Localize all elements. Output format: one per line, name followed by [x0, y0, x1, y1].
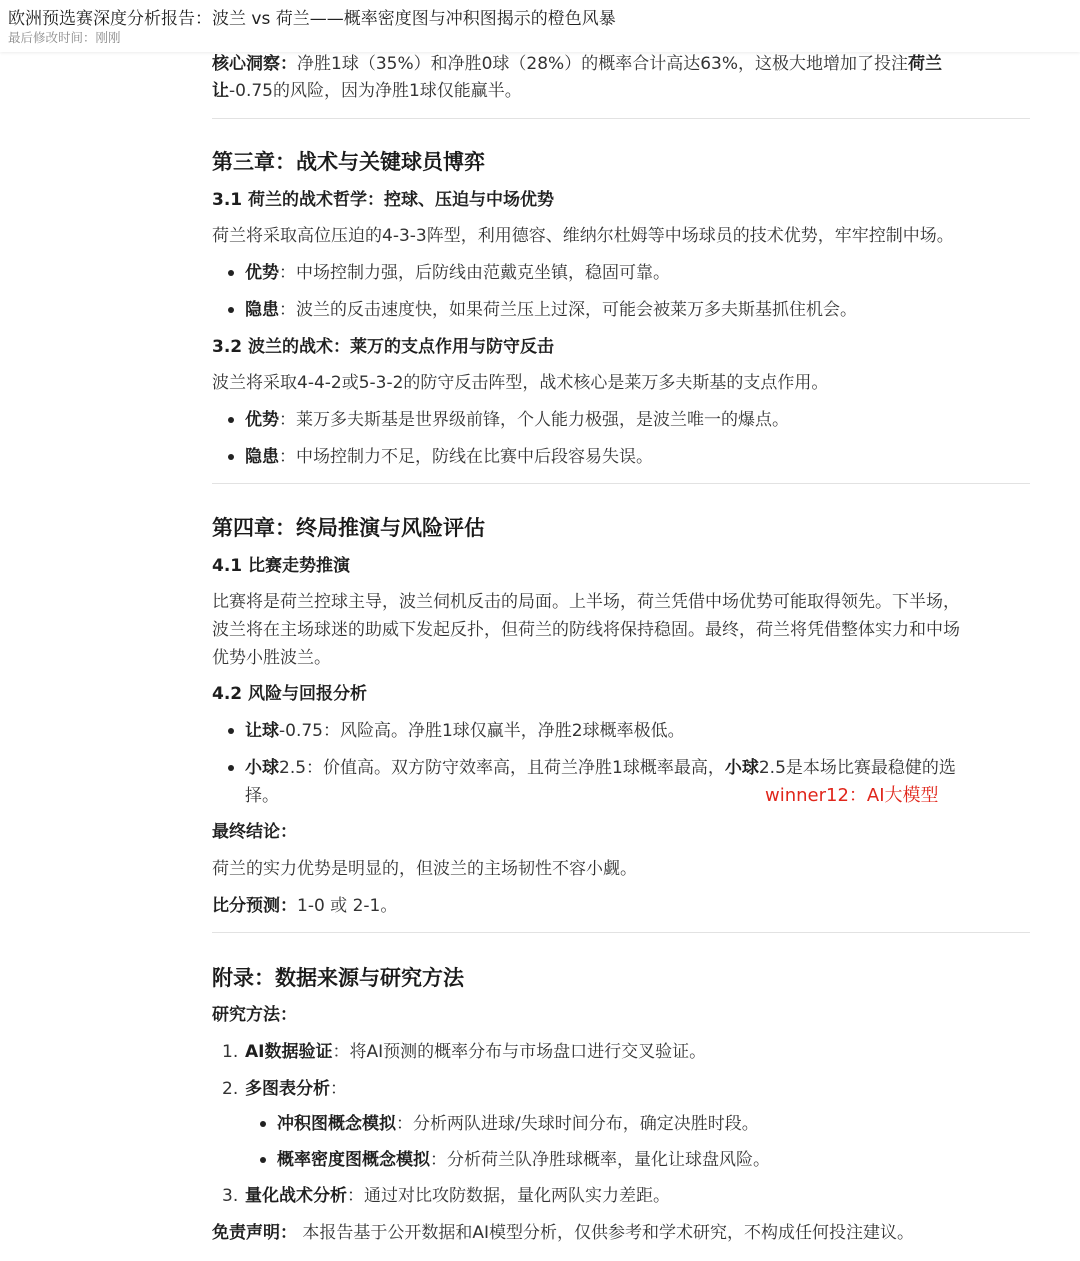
list-number: 3.: [222, 1186, 239, 1206]
list-label: 量化战术分析: [245, 1186, 347, 1206]
chapter3-heading: 第三章：战术与关键球员博弈: [212, 150, 485, 174]
disclaimer-text: 本报告基于公开数据和AI模型分析，仅供参考和学术研究，不构成任何投注建议。: [297, 1223, 915, 1243]
bullet-text: 2.5：价值高。双方防守效率高，且荷兰净胜1球概率最高，: [279, 758, 725, 778]
method-label: 研究方法：: [212, 1005, 297, 1025]
final-conclusion-label: 最终结论：: [212, 822, 297, 842]
bullet-dot: [228, 270, 234, 276]
bullet-text: ：中场控制力强，后防线由范戴克坐镇，稳固可靠。: [279, 263, 670, 283]
bullet-label: 隐患: [245, 447, 279, 467]
disclaimer-label: 免责声明：: [212, 1223, 297, 1243]
bullet-label: 冲积图概念模拟: [277, 1114, 396, 1134]
insight-bold-tail: 荷兰: [908, 54, 942, 74]
appendix-heading: 附录：数据来源与研究方法: [212, 966, 464, 990]
document-title: 欧洲预选赛深度分析报告：波兰 vs 荷兰——概率密度图与冲积图揭示的橙色风暴: [8, 9, 616, 29]
section-4-1-heading: 4.1 比赛走势推演: [212, 556, 351, 576]
bullet-dot: [228, 728, 234, 734]
bullet-label: 小球: [245, 758, 279, 778]
bullet-text: ：波兰的反击速度快，如果荷兰压上过深，可能会被莱万多夫斯基抓住机会。: [279, 300, 857, 320]
bullet-text: -0.75：风险高。净胜1球仅赢半，净胜2球概率极低。: [279, 721, 685, 741]
list-number: 1.: [222, 1042, 239, 1062]
section-4-1-line-3: 优势小胜波兰。: [212, 648, 331, 668]
insight-label: 核心洞察：: [212, 54, 297, 74]
section-3-1-heading: 3.1 荷兰的战术哲学：控球、压迫与中场优势: [212, 190, 555, 210]
score-prediction: [212, 892, 397, 920]
disclaimer: [212, 1219, 914, 1247]
section-3-1-text: 荷兰将采取高位压迫的4-3-3阵型，利用德容、维纳尔杜姆等中场球员的技术优势，牢牢控制中场。: [212, 226, 954, 246]
bullet-dot: [228, 307, 234, 313]
last-modified-text: 最后修改时间：刚刚: [8, 30, 121, 45]
bullet-text-tail: 2.5是本场比赛最稳健的选: [758, 758, 956, 778]
insight-text-2: -0.75的风险，因为净胜1球仅能赢半。: [229, 81, 522, 101]
bullet-label: 优势: [245, 410, 279, 430]
section-4-1-line-2: 波兰将在主场球迷的助威下发起反扑，但荷兰的防线将保持稳固。最终，荷兰将凭借整体实力和中场: [212, 620, 960, 640]
list-text: ：将AI预测的概率分布与市场盘口进行交叉验证。: [332, 1042, 707, 1062]
divider: [212, 118, 1030, 119]
list-text: ：通过对比攻防数据，量化两队实力差距。: [347, 1186, 670, 1206]
bullet-dot: [228, 454, 234, 460]
bullet-bold-inline: 小球: [724, 758, 759, 778]
bullet-label: 概率密度图概念模拟: [277, 1150, 430, 1170]
bullet-dot: [260, 1157, 266, 1163]
bullet-dot: [228, 765, 234, 771]
list-number: 2.: [222, 1079, 239, 1099]
score-label: 比分预测：: [212, 896, 297, 916]
insight-bold-start: 让: [212, 81, 229, 101]
bullet-text: ：中场控制力不足，防线在比赛中后段容易失误。: [279, 447, 653, 467]
bullet-text: ：莱万多夫斯基是世界级前锋，个人能力极强，是波兰唯一的爆点。: [279, 410, 789, 430]
bullet-dot: [228, 417, 234, 423]
divider: [212, 483, 1030, 484]
section-3-2-heading: 3.2 波兰的战术：莱万的支点作用与防守反击: [212, 337, 555, 357]
section-3-2-text: 波兰将采取4-4-2或5-3-2的防守反击阵型，战术核心是莱万多夫斯基的支点作用。: [212, 373, 829, 393]
list-label: 多图表分析: [245, 1079, 330, 1099]
bullet-dot: [260, 1121, 266, 1127]
insight-line-1: [212, 50, 942, 78]
final-conclusion-text: 荷兰的实力优势是明显的，但波兰的主场韧性不容小觑。: [212, 859, 637, 879]
watermark-text: winner12：AI大模型: [765, 785, 939, 806]
bullet-text: ：分析两队进球/失球时间分布，确定决胜时段。: [396, 1114, 759, 1134]
bullet-text: ：分析荷兰队净胜球概率，量化让球盘风险。: [430, 1150, 770, 1170]
score-value: 1-0 或 2-1。: [297, 896, 398, 916]
divider: [212, 932, 1030, 933]
list-text: ：: [330, 1079, 347, 1099]
bullet-label: 隐患: [245, 300, 279, 320]
chapter4-heading: 第四章：终局推演与风险评估: [212, 516, 485, 540]
bullet-label: 让球: [245, 721, 279, 741]
section-4-2-heading: 4.2 风险与回报分析: [212, 684, 368, 704]
list-label: AI数据验证: [245, 1042, 333, 1062]
section-4-1-line-1: 比赛将是荷兰控球主导，波兰伺机反击的局面。上半场，荷兰凭借中场优势可能取得领先。下半场，: [212, 592, 960, 612]
bullet-text-wrap: 择。: [245, 786, 279, 806]
document-header: [0, 0, 1080, 52]
insight-line-2: [212, 77, 522, 105]
bullet-label: 优势: [245, 263, 279, 283]
insight-text: 净胜1球（35%）和净胜0球（28%）的概率合计高达63%，这极大地增加了投注: [297, 54, 908, 74]
